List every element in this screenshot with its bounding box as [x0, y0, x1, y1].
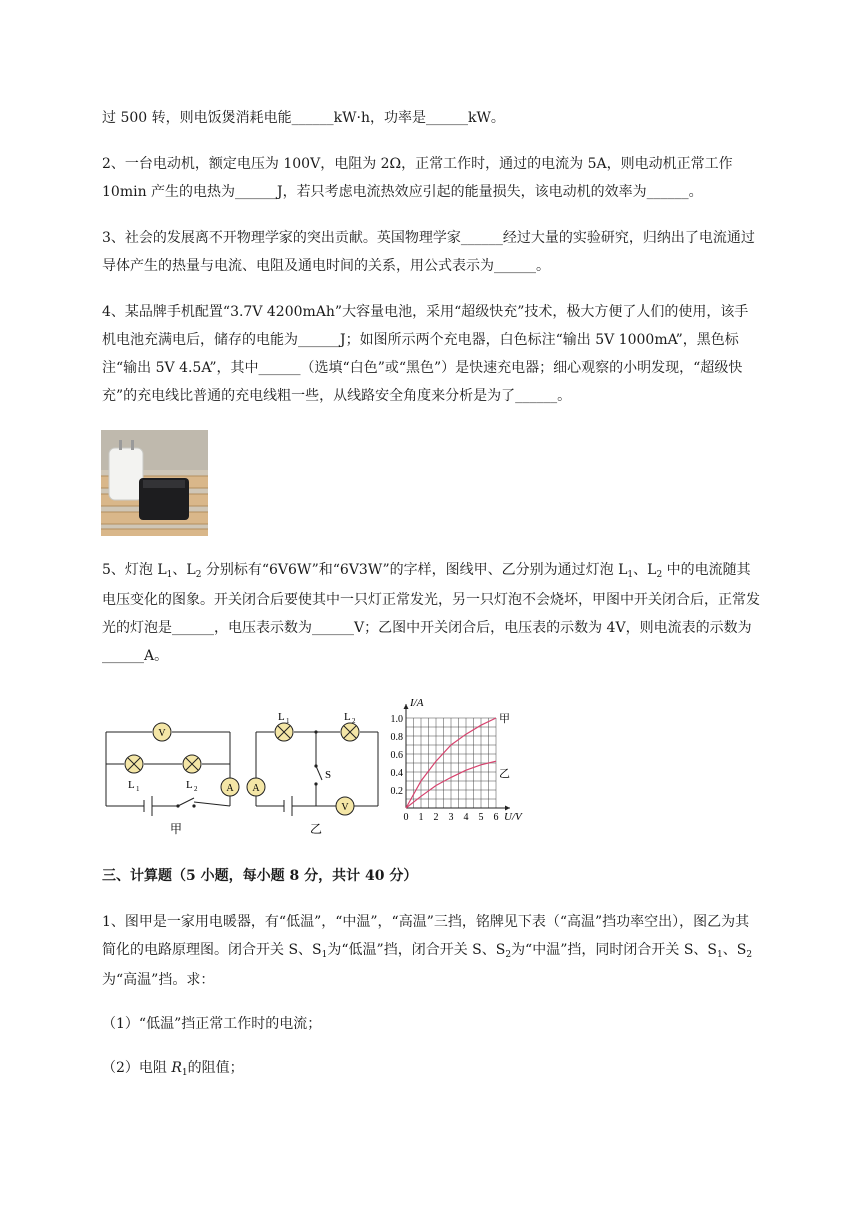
calc-question-1: 1、图甲是一家用电暖器，有“低温”，“中温”，“高温”三挡，铭牌见下表（“高温”挡功率空出），图乙为其简化的电路原理图。闭合开关 S、$S_1$为“低温”挡，闭合开关 S、$S_2$为“中温”挡，同时闭合开关 S、$S_1$、$S_2$为“高温”挡。求： [102, 914, 753, 988]
svg-text:2: 2 [194, 785, 198, 793]
switch-label-yi: S [325, 769, 332, 781]
series-label-jia: 甲 [499, 713, 510, 725]
y-tick-label: 0.4 [390, 768, 403, 779]
x-tick-label: 2 [433, 812, 439, 823]
l2-label-jia: L [186, 779, 193, 791]
circuit-figures [100, 690, 540, 844]
question-5: 5、灯泡 $L_1$、$L_2$ 分别标有“6V6W”和“6V3W”的字样，图线甲、乙分别为通过灯泡 $L_1$、$L_2$ 中的电流随其电压变化的图象。开关闭合后要使其中一只灯正常发光，另一只灯泡不会烧坏，甲图中开关闭合后，正常发光的灯泡是______，电压表示数为______V；乙图中开关闭合后，电压表的示数为 4V，则电流表的示数为______A。 [102, 562, 760, 664]
voltmeter-label-yi: V [341, 802, 349, 813]
label-jia: 甲 [170, 822, 183, 836]
voltmeter-label-jia: V [158, 728, 166, 739]
svg-text:1: 1 [286, 717, 290, 725]
calc-subquestion-2: （2）电阻 $R_1$的阻值； [102, 1060, 244, 1078]
svg-text:2: 2 [352, 717, 356, 725]
x-tick-label: 4 [463, 812, 469, 823]
question-3: 3、社会的发展离不开物理学家的突出贡献。英国物理学家______经过大量的实验研究，归纳出了电流通过导体产生的热量与电流、电阻及通电时间的关系，用公式表示为______。 [102, 230, 755, 274]
ammeter-label-jia: A [226, 783, 234, 794]
x-tick-label: 5 [478, 812, 484, 823]
y-axis-label: I/A [410, 697, 424, 709]
charger-photo [101, 430, 208, 536]
x-axis-label: U/V [504, 811, 522, 823]
x-axis-arrow [505, 806, 510, 811]
l1-label-yi: L [278, 711, 285, 723]
l2-label-yi: L [344, 711, 351, 723]
label-yi: 乙 [310, 822, 323, 836]
x-tick-label: 3 [448, 812, 454, 823]
section-heading-calc: 三、计算题（5 小题，每小题 8 分，共计 40 分） [102, 868, 418, 884]
y-tick-label: 1.0 [390, 714, 403, 725]
x-tick-label: 0 [403, 812, 409, 823]
text-line-0: 过 500 转，则电饭煲消耗电能______kW·h，功率是______kW。 [102, 110, 505, 126]
series-label-yi: 乙 [499, 768, 510, 781]
ammeter-label-yi: A [252, 783, 260, 794]
question-2: 2、一台电动机，额定电压为 100V，电阻为 2Ω，正常工作时，通过的电流为 5A，则电动机正常工作 10min 产生的电热为______J，若只考虑电流热效应引起的能量损失，该电动机的效率为______。 [102, 156, 738, 200]
l1-label-jia: L [128, 779, 135, 791]
y-axis-arrow [404, 704, 409, 709]
x-tick-label: 6 [493, 812, 499, 823]
circuit-yi [256, 732, 378, 816]
iu-graph [391, 697, 524, 823]
x-tick-label: 1 [418, 812, 424, 823]
y-tick-label: 0.8 [390, 732, 403, 743]
y-tick-label: 0.6 [390, 750, 403, 761]
question-4: 4、某品牌手机配置“3.7V 4200mAh”大容量电池，采用“超级快充”技术，极大方便了人们的使用，该手机电池充满电后，储存的电能为______J；如图所示两个充电器，白色标注“输出 5V 1000mA”，黑色标注“输出 5V 4.5A”，其中______（选填“白色”或“黑色”）是快速充电器；细心观察的小明发现，“超级快充”的充电线比普通的充电线粗一些，从线路安全角度来分析是为了______。 [102, 304, 749, 404]
y-tick-label: 0.2 [390, 786, 403, 797]
calc-subquestion-1: （1）“低温”挡正常工作时的电流； [102, 1016, 322, 1032]
svg-text:1: 1 [136, 785, 140, 793]
circuit-jia [106, 732, 230, 816]
